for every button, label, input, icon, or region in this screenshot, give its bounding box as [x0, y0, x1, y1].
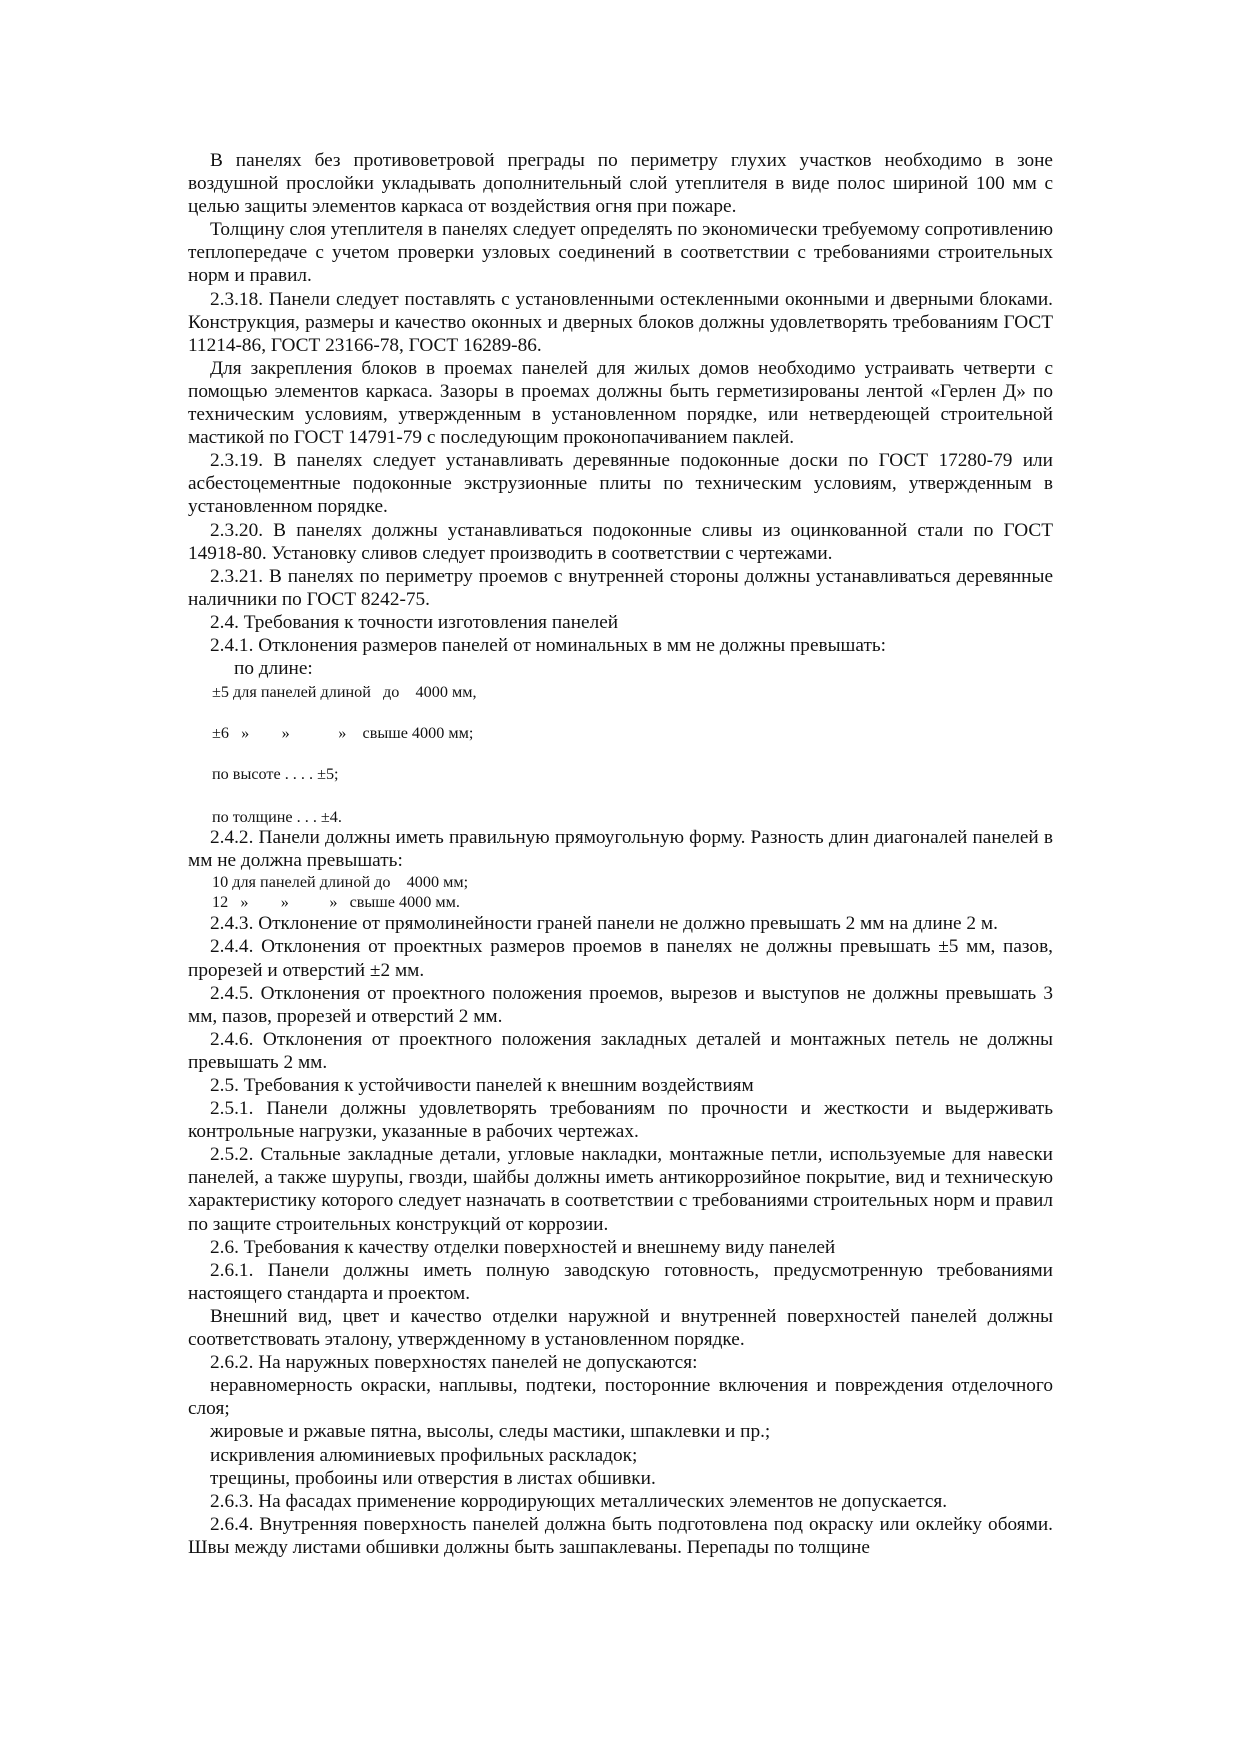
paragraph-2-6-4: 2.6.4. Внутренняя поверхность панелей должна быть подготовлена под окраску или оклейку обоями. Швы между листами обшивки должны быть зашпаклеваны. Перепады по толщине	[188, 1513, 1053, 1558]
tolerance-line-height: по высоте . . . . ±5;	[212, 765, 339, 784]
paragraph-block-fixing: Для закрепления блоков в проемах панелей для жилых домов необходимо устраивать четверти с помощью элементов каркаса. Зазоры в проемах должны быть герметизированы лентой «Герлен Д» по техническим условиям, утвержденным в установленном порядке, или нетвердеющей строительной мастикой по ГОСТ 14791-79 с последующим проконопачиванием паклей.	[188, 357, 1053, 449]
paragraph-by-length: по длине:	[234, 658, 313, 680]
paragraph-2-5-2: 2.5.2. Стальные закладные детали, угловые накладки, монтажные петли, используемые для навески панелей, а также шурупы, гвозди, шайбы должны иметь антикоррозийное покрытие, вид и техническую характеристику которого следует назначать в соответствии с требованиями строительных норм и правил по защите строительных конструкций от коррозии.	[188, 1144, 1053, 1235]
paragraph-insulation-strips: В панелях без противоветровой преграды по периметру глухих участков необходимо в зоне воздушной прослойки укладывать дополнительный слой утеплителя в виде полос шириной 100 мм с целью защиты элементов каркаса от воздействия огня при пожаре.	[188, 150, 1053, 218]
document-page	[188, 149, 1053, 1559]
paragraph-2-3-21: 2.3.21. В панелях по периметру проемов с внутренней стороны должны устанавливаться деревянные наличники по ГОСТ 8242-75.	[188, 565, 1053, 610]
heading-2-4: 2.4. Требования к точности изготовления панелей	[210, 611, 619, 633]
list-item-profiles: искривления алюминиевых профильных раскладок;	[210, 1444, 638, 1466]
paragraph-2-4-3: 2.4.3. Отклонение от прямолинейности граней панели не должно превышать 2 мм на длине 2 м.	[210, 913, 998, 935]
paragraph-appearance: Внешний вид, цвет и качество отделки наружной и внутренней поверхностей панелей должны соответствовать эталону, утвержденному в установленном порядке.	[188, 1305, 1053, 1351]
paragraph-2-6-1: 2.6.1. Панели должны иметь полную заводскую готовность, предусмотренную требованиями настоящего стандарта и проектом.	[188, 1259, 1053, 1304]
paragraph-2-4-6: 2.4.6. Отклонения от проектного положения закладных деталей и монтажных петель не должны превышать 2 мм.	[188, 1028, 1053, 1073]
paragraph-2-4-2: 2.4.2. Панели должны иметь правильную прямоугольную форму. Разность длин диагоналей панелей в мм не должна превышать:	[188, 827, 1053, 872]
paragraph-2-3-18: 2.3.18. Панели следует поставлять с установленными остекленными оконными и дверными блоками. Конструкция, размеры и качество оконных и дверных блоков должны удовлетворять требованиям ГОСТ 11214-86, ГОСТ 23166-78, ГОСТ 16289-86.	[188, 288, 1053, 356]
diagonal-line-1: 10 для панелей длиной до 4000 мм;	[212, 873, 469, 892]
tolerance-line-length-1: ±5 для панелей длиной до 4000 мм,	[212, 683, 477, 702]
heading-2-5: 2.5. Требования к устойчивости панелей к внешним воздействиям	[210, 1075, 754, 1096]
paragraph-2-6-2: 2.6.2. На наружных поверхностях панелей не допускаются:	[210, 1352, 698, 1374]
paragraph-insulation-thickness: Толщину слоя утеплителя в панелях следует определять по экономически требуемому сопротивлению теплопередаче с учетом проверки узловых соединений в соответствии с требованиями строительных норм и правил.	[188, 219, 1053, 287]
paragraph-2-4-5: 2.4.5. Отклонения от проектного положения проемов, вырезов и выступов не должны превышать 3 мм, пазов, прорезей и отверстий 2 мм.	[188, 982, 1053, 1027]
list-item-uneven-paint: неравномерность окраски, наплывы, подтеки, посторонние включения и повреждения отделочного слоя;	[188, 1375, 1053, 1420]
paragraph-2-3-19: 2.3.19. В панелях следует устанавливать деревянные подоконные доски по ГОСТ 17280-79 или асбестоцементные подоконные экструзионные плиты по техническим условиям, утвержденным в установленном порядке.	[188, 450, 1053, 518]
paragraph-2-5-1: 2.5.1. Панели должны удовлетворять требованиям по прочности и жесткости и выдерживать контрольные нагрузки, указанные в рабочих чертежах.	[188, 1098, 1053, 1143]
tolerance-line-thickness: по толщине . . . ±4.	[212, 808, 342, 827]
paragraph-2-3-20: 2.3.20. В панелях должны устанавливаться подоконные сливы из оцинкованной стали по ГОСТ 14918-80. Установку сливов следует производить в соответствии с чертежами.	[188, 519, 1053, 564]
tolerance-line-length-2: ±6 » » » свыше 4000 мм;	[212, 724, 474, 743]
paragraph-2-4-1: 2.4.1. Отклонения размеров панелей от номинальных в мм не должны превышать:	[210, 634, 887, 656]
paragraph-2-4-4: 2.4.4. Отклонения от проектных размеров проемов в панелях не должны превышать ±5 мм, пазов, прорезей и отверстий ±2 мм.	[188, 936, 1053, 981]
diagonal-line-2: 12 » » » свыше 4000 мм.	[212, 893, 460, 912]
paragraph-2-6-3: 2.6.3. На фасадах применение корродирующих металлических элементов не допускается.	[210, 1490, 948, 1512]
list-item-cracks: трещины, пробоины или отверстия в листах обшивки.	[210, 1467, 656, 1489]
heading-2-6: 2.6. Требования к качеству отделки поверхностей и внешнему виду панелей	[210, 1236, 836, 1258]
list-item-stains: жировые и ржавые пятна, высолы, следы мастики, шпаклевки и пр.;	[210, 1421, 771, 1443]
